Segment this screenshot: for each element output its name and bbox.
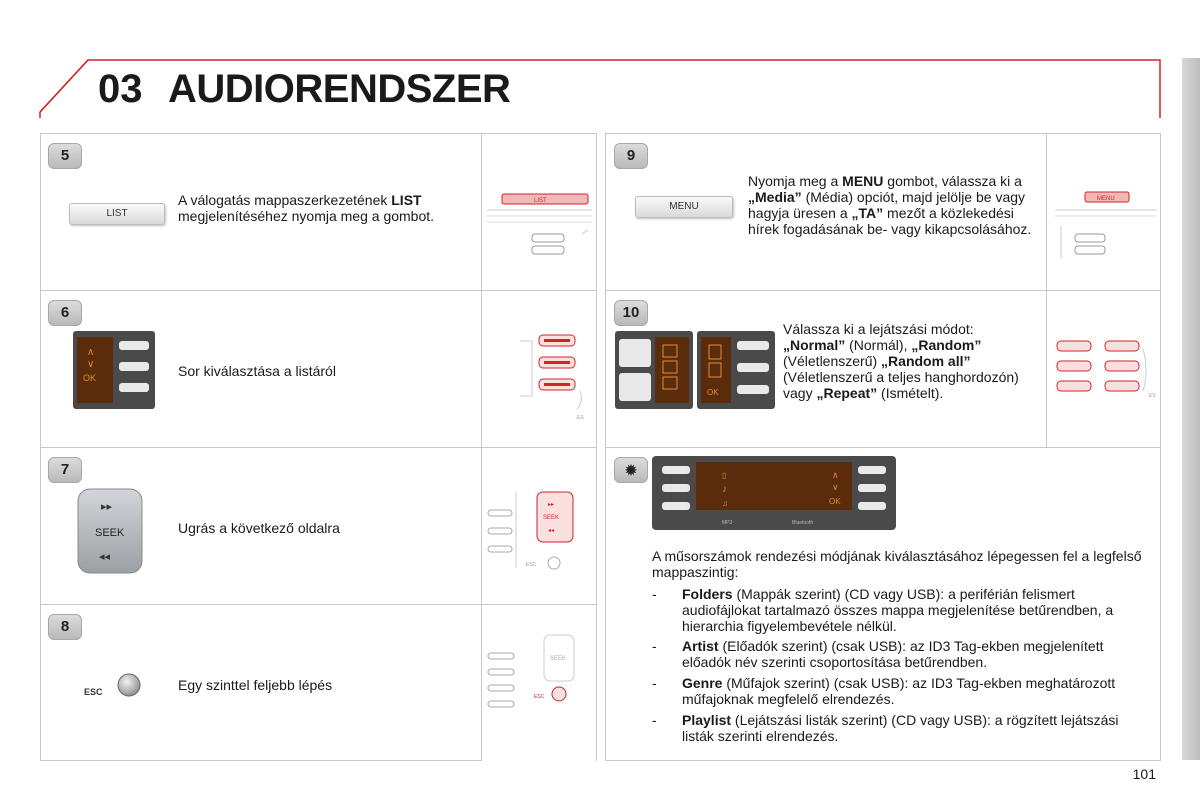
svg-text:∨: ∨ [87, 359, 95, 370]
step-7-thumbnail [481, 448, 596, 604]
dashboard-esc-icon [482, 605, 597, 761]
svg-text:ES: ES [577, 415, 584, 421]
svg-text:ESC: ESC [526, 562, 537, 568]
step-badge: 7 [48, 457, 82, 483]
step-7-text: Ugrás a következő oldalra [178, 520, 340, 536]
list-dash: - [652, 586, 657, 602]
step-10-text: Válassza ki a lejátszási módot: „Normal” (Normál), „Random” (Véletlenszerű) „Random all” (Véletlenszerű a teljes hanghordozón) vagy „Repeat” (Ismételt). [783, 321, 1019, 401]
step-9-thumbnail [1046, 134, 1160, 290]
dashboard-menu-icon [1047, 134, 1161, 290]
right-panel [605, 133, 1161, 761]
mode-item-playlist [652, 712, 1152, 746]
step-10-thumbnail [1046, 291, 1160, 447]
svg-text:◂◂: ◂◂ [99, 551, 111, 563]
step-row-8 [41, 605, 596, 761]
step-9-text: Nyomja meg a MENU gombot, válassza ki a „Media” (Média) opciót, majd jelölje be vagy hagyja üresen a „TA” mezőt a közlekedési hírek fogadásának be- vagy kikapcsolásához. [748, 173, 1032, 237]
svg-text:◂◂: ◂◂ [548, 528, 555, 534]
svg-text:♫: ♫ [722, 499, 728, 508]
left-panel [40, 133, 597, 761]
chapter-number: 03 [98, 67, 143, 111]
dashboard-list-icon [482, 134, 597, 290]
seek-button-icon [77, 488, 143, 574]
step-badge: 6 [48, 300, 82, 326]
list-dash: - [652, 675, 657, 691]
list-dash: - [652, 638, 657, 654]
svg-text:OK: OK [707, 388, 719, 397]
step-8-thumbnail [481, 605, 596, 761]
svg-text:∧: ∧ [87, 347, 95, 358]
svg-text:▸▸: ▸▸ [548, 502, 555, 508]
svg-text:OK: OK [83, 373, 97, 383]
svg-text:Bluetooth: Bluetooth [792, 520, 814, 526]
step-5-text: A válogatás mappaszerkezetének LIST megjelenítéséhez nyomja meg a gombot. [178, 192, 435, 224]
step-row-10 [606, 291, 1160, 448]
page-edge-tab [1182, 58, 1200, 760]
page-number: 101 [1132, 766, 1156, 782]
display-panel-icon [73, 331, 155, 409]
display-panel-random-icon [615, 331, 693, 409]
svg-text:SEEK: SEEK [95, 527, 125, 539]
list-dash: - [652, 712, 657, 728]
step-badge: 10 [614, 300, 648, 326]
svg-text:♪: ♪ [722, 484, 727, 495]
svg-text:SEEK: SEEK [550, 656, 567, 662]
step-badge: 5 [48, 143, 82, 169]
svg-text:SEEK: SEEK [543, 515, 560, 521]
mode-text: Genre (Műfajok szerint) (csak USB): az ID3 Tag-ekben meghatározott műfajoknak megfelelő elrendezés. [682, 675, 1116, 707]
step-6-thumbnail [481, 291, 596, 447]
svg-text:ES: ES [1149, 393, 1156, 399]
mode-text: Artist (Előadók szerint) (csak USB): az ID3 Tag-ekben megjelenített előadók név szerinti csoportosítása betűrendben. [682, 638, 1104, 670]
display-panel-repeat-icon [697, 331, 775, 409]
display-unit-icon [652, 456, 896, 530]
tip-section [606, 448, 1160, 761]
mode-item-folders [652, 586, 1152, 634]
menu-button-illustration: MENU [635, 196, 733, 218]
step-badge: 8 [48, 614, 82, 640]
esc-label: ESC [84, 687, 103, 697]
step-row-6 [41, 291, 596, 448]
step-row-5 [41, 134, 596, 291]
step-5-thumbnail [481, 134, 596, 290]
dashboard-random-buttons-icon [1047, 291, 1161, 447]
esc-button-icon [115, 671, 143, 699]
svg-text:▯: ▯ [722, 471, 727, 480]
list-button-illustration: LIST [69, 203, 165, 225]
step-row-9 [606, 134, 1160, 291]
svg-text:MP3: MP3 [722, 520, 733, 526]
mode-text: Folders (Mappák szerint) (CD vagy USB): a periférián felismert audiofájlokat tartalmazó összes mappa megjelenítése betűrendben, a hierarchia figyelembevétele nélkül. [682, 586, 1114, 634]
step-row-7 [41, 448, 596, 605]
svg-text:∨: ∨ [832, 482, 839, 492]
svg-text:LIST: LIST [534, 198, 547, 204]
tip-intro: A műsorszámok rendezési módjának kiválasztásához lépegessen fel a legfelső mappaszintig: [652, 548, 1142, 580]
svg-text:OK: OK [829, 497, 841, 506]
step-6-text: Sor kiválasztása a listáról [178, 363, 336, 379]
step-8-text: Egy szinttel feljebb lépés [178, 677, 333, 693]
chapter-title: AUDIORENDSZER [168, 67, 511, 111]
svg-text:MENU: MENU [1097, 196, 1115, 202]
svg-text:▸▸: ▸▸ [101, 501, 113, 513]
svg-text:∧: ∧ [832, 470, 839, 480]
mode-text: Playlist (Lejátszási listák szerint) (CD vagy USB): a rögzített lejátszási listák szerinti elrendezés. [682, 712, 1119, 744]
bulb-icon: ✹ [614, 457, 648, 483]
dashboard-seek-icon [482, 448, 597, 604]
mode-item-artist [652, 638, 1152, 672]
dashboard-arrow-buttons-icon [482, 291, 597, 447]
svg-text:ESC: ESC [534, 694, 545, 700]
mode-item-genre [652, 675, 1152, 709]
step-badge: 9 [614, 143, 648, 169]
